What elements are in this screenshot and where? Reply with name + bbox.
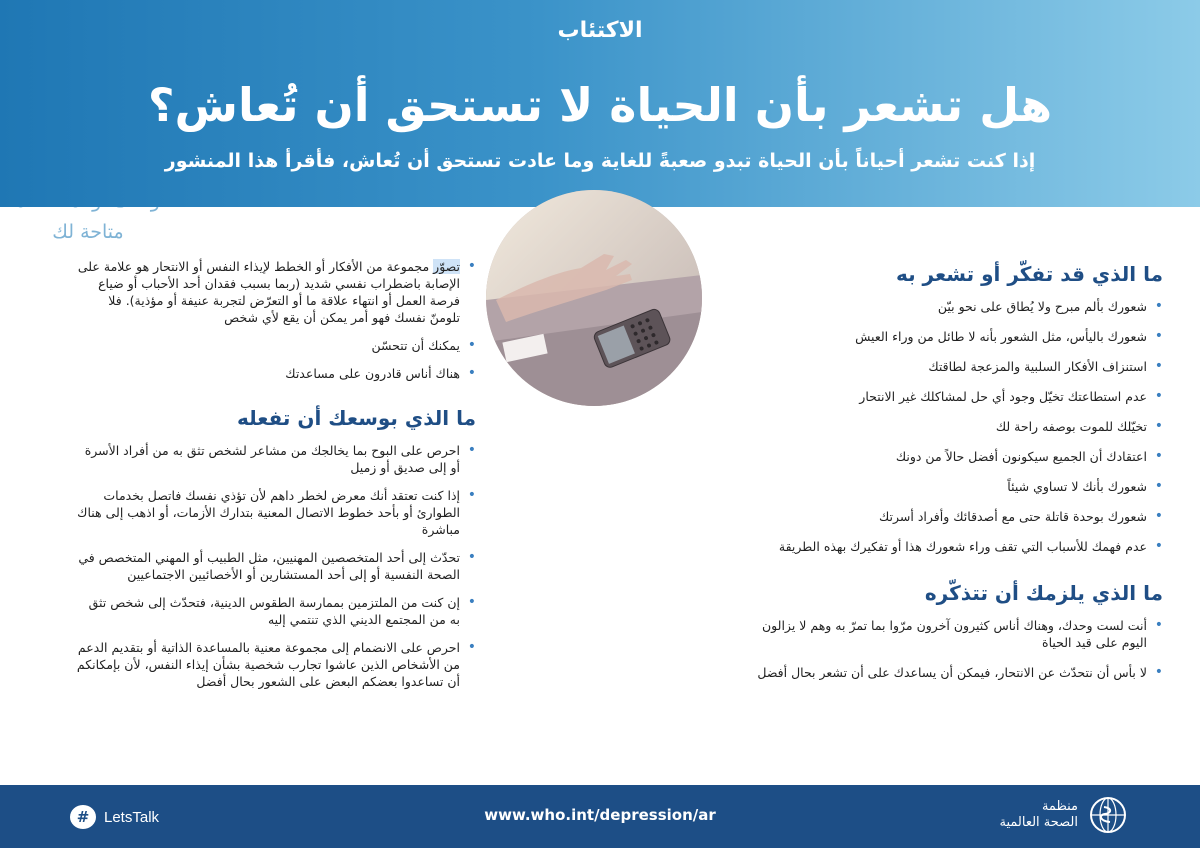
list-item: • إن كنت من الملتزمين بممارسة الطقوس الدينية، فتحدّث إلى شخص تثق به من المجتمع الديني الذي تنتمي إليه — [76, 594, 476, 628]
illustration-hand-phone — [486, 190, 702, 406]
feelings-list — [735, 298, 1163, 555]
list-item: • يمكنك أن تتحسّن — [76, 337, 476, 354]
list-item: • إذا كنت تعتقد أنك معرض لخطر داهم لأن تؤذي نفسك فاتصل بخدمات الطوارئ أو بأحد خطوط الاتصال المعنية بتدارك الأزمات، أو اذهب إلى هناك مباشرة — [76, 487, 476, 538]
page-subtitle: إذا كنت تشعر أحياناً بأن الحياة تبدو صعبةً للغاية وما عادت تستحق أن تُعاش، فأقرأ هذا المنشور — [164, 150, 1036, 172]
section-title-remember: ما الذي يلزمك أن تتذكّره — [924, 581, 1163, 605]
list-item: • استنزاف الأفكار السلبية والمزعجة لطاقتك — [735, 358, 1163, 375]
list-item: • هناك أناس قادرون على مساعدتك — [76, 365, 476, 382]
header-kicker: الاكتئاب — [557, 18, 643, 43]
list-item: • شعورك بألم مبرح ولا يُطاق على نحو بيّن — [735, 298, 1163, 315]
list-item: • تخيّلك للموت بوصفه راحة لك — [735, 418, 1163, 435]
hashtag-bubble-icon: # — [70, 805, 96, 829]
callout-text: متاحة لك — [52, 221, 124, 243]
intro-text: مجموعة من الأفكار أو الخطط لإيذاء النفس أو الانتحار هو علامة على الإصابة باضطراب نفسي شديد (ربما بسبب فقدان أحد الأحباب أو ضياع فرصة العمل أو انتهاء علاقة ما أو التعرّض لتجربة عنيفة أو مؤذية). فلا تلومنّ نفسك فهو أمر يمكن أن يقع لأي شخص — [77, 259, 460, 325]
list-item: • لا بأس أن نتحدّث عن الانتحار، فيمكن أن يساعدك على أن تشعر بحال أفضل — [735, 664, 1163, 681]
hashtag-text: LetsTalk — [104, 808, 160, 826]
left-column — [76, 258, 476, 701]
list-item: • عدم استطاعتك تخيّل وجود أي حل لمشاكلك غير الانتحار — [735, 388, 1163, 405]
list-item: • أنت لست وحدك، وهناك أناس كثيرون آخرون مرّوا بما تمرّ به وهم لا يزالون اليوم على قيد الحياة — [735, 617, 1163, 651]
page-title: هل تشعر بأن الحياة لا تستحق أن تُعاش؟ — [147, 78, 1053, 132]
list-item: • احرص على البوح بما يخالجك من مشاعر لشخص تثق به من أفراد الأسرة أو إلى صديق أو زميل — [76, 442, 476, 476]
header-banner — [0, 0, 1200, 207]
section-title-feelings: ما الذي قد تفكّر أو تشعر به — [895, 262, 1163, 286]
list-item: • شعورك بوحدة قاتلة حتى مع أصدقائك وأفراد أسرتك — [735, 508, 1163, 525]
right-column — [735, 262, 1163, 694]
who-name — [999, 799, 1078, 831]
list-item: • شعورك باليأس، مثل الشعور بأنه لا طائل من وراء العيش — [735, 328, 1163, 345]
actions-list — [76, 442, 476, 690]
who-emblem-icon — [1088, 795, 1128, 835]
who-line1: منظمة — [1041, 799, 1078, 814]
list-item: • تحدّث إلى أحد المتخصصين المهنيين، مثل الطبيب أو المهني المتخصص في الصحة النفسية أو إلى أحد المستشارين أو الأخصائيين الاجتماعيين — [76, 549, 476, 583]
remember-list — [735, 617, 1163, 681]
list-item: • احرص على الانضمام إلى مجموعة معنية بالمساعدة الذاتية أو بتقديم الدعم من الأشخاص الذين عاشوا تجارب شخصية بشأن إيذاء النفس، لأن بإمكانكم أن تساعدوا بعضكم البعض على الشعور بحال أفضل — [76, 639, 476, 690]
hand-phone-illustration-icon — [486, 190, 702, 406]
highlight-word: تصوّر — [433, 259, 460, 274]
list-item: • عدم فهمك للأسباب التي تقف وراء شعورك هذا أو تفكيرك بهذه الطريقة — [735, 538, 1163, 555]
list-item: • شعورك بأنك لا تساوي شيئاً — [735, 478, 1163, 495]
who-logo — [999, 795, 1128, 835]
who-line2: الصحة العالمية — [999, 815, 1078, 830]
list-item: • اعتقادك أن الجميع سيكونون أفضل حالاً من دونك — [735, 448, 1163, 465]
intro-list — [76, 258, 476, 382]
website-link[interactable]: www.who.int/depression/ar — [484, 806, 716, 824]
list-item — [76, 258, 476, 326]
section-title-actions: ما الذي بوسعك أن تفعله — [236, 406, 476, 430]
footer-bar — [0, 785, 1200, 848]
